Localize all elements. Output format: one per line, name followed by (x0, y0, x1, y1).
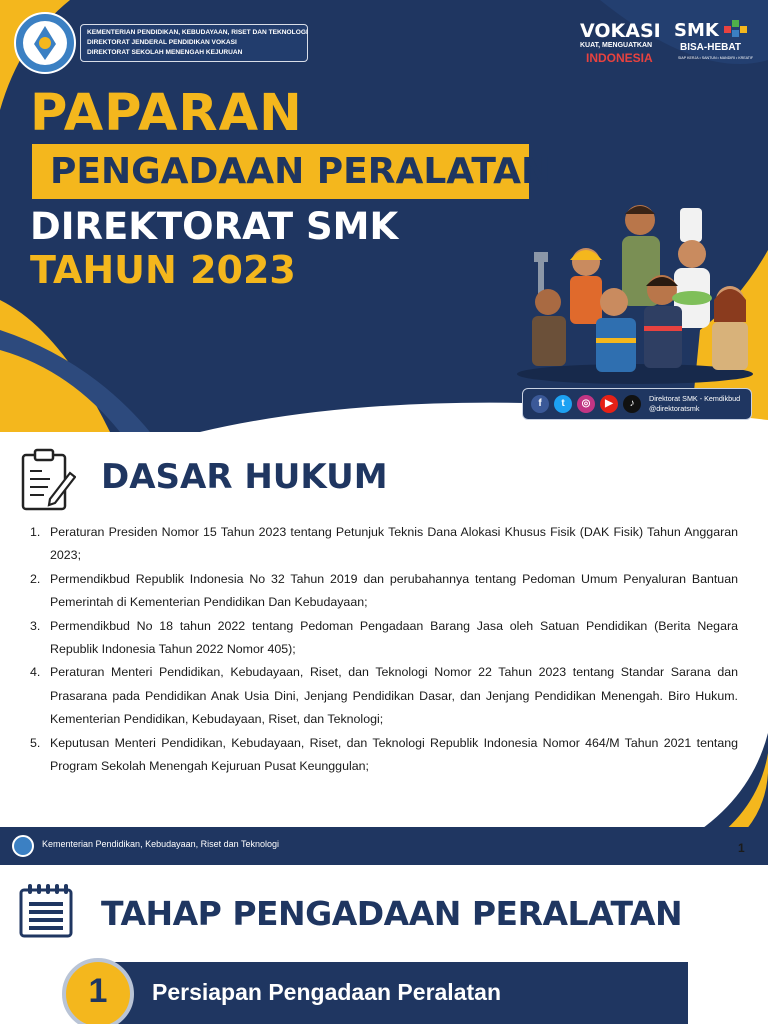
directorate-general-name: DIREKTORAT JENDERAL PENDIDIKAN VOKASI (87, 39, 237, 46)
legal-basis-slide (0, 433, 768, 865)
procurement-stages-slide (0, 866, 768, 1024)
social-account-handle: @direktoratsmk (649, 404, 700, 413)
vocational-students-illustration (512, 198, 758, 384)
list-item: 5. Keputusan Menteri Pendidikan, Kebudayaan, Riset, dan Teknologi Republik Indonesia Nomor 464/M Tahun 2021 tentang Program Sekolah Menengah Kejuruan Pusat Keunggulan; (30, 735, 738, 774)
checklist-notepad-icon (18, 882, 74, 940)
step-label: Persiapan Pengadaan Peralatan (152, 979, 501, 1005)
cover-slide (0, 0, 768, 432)
title-paparan: PAPARAN (30, 84, 303, 143)
smk-logo-squares-icon (724, 18, 748, 40)
list-item: 4. Peraturan Menteri Pendidikan, Kebudayaan, Riset, dan Teknologi Nomor 22 Tahun 2023 tentang Standar Sarana dan Prasarana pada Pendidikan Anak Usia Dini, Jenjang Pendidikan Dasar, dan Jenjang Pendidikan Menengah. Biro Hukum. Kementerian Pendidikan, Kebudayaan, Riset, dan Teknologi; (30, 665, 738, 727)
kemdikbud-logo (14, 12, 76, 74)
section-heading: DASAR HUKUM (101, 457, 388, 497)
instagram-icon[interactable]: ◎ (577, 395, 595, 413)
facebook-icon[interactable]: f (531, 395, 549, 413)
social-account-name: Direktorat SMK - Kemdikbud (649, 394, 741, 403)
youtube-icon[interactable]: ▶ (600, 395, 618, 413)
step-banner (90, 962, 688, 1024)
list-item: 3. Permendikbud No 18 tahun 2022 tentang Pedoman Pengadaan Barang Jasa oleh Satuan Pendidikan (Berita Negara Republik Indonesia Tahun 2022 Nomor 405); (30, 618, 738, 657)
ministry-header (80, 24, 308, 62)
title-pengadaan-peralatan: PENGADAAN PERALATAN (50, 151, 552, 192)
legal-basis-list (28, 521, 738, 778)
page-number: 1 (738, 841, 745, 855)
list-item: 1. Peraturan Presiden Nomor 15 Tahun 2023 tentang Petunjuk Teknis Dana Alokasi Khusus Fisik (DAK Fisik) Tahun Anggaran 2023; (30, 525, 738, 563)
list-item: 2. Permendikbud Republik Indonesia No 32 Tahun 2019 dan perubahannya tentang Pedoman Umum Penyaluran Bantuan Pemerintah di Kementerian Pendidikan Dan Kebudayaan; (30, 571, 738, 610)
ministry-name: KEMENTERIAN PENDIDIKAN, KEBUDAYAAN, RISET DAN TEKNOLOGI (87, 29, 308, 36)
social-media-bar (522, 388, 752, 420)
footer-ministry-name: Kementerian Pendidikan, Kebudayaan, Riset dan Teknologi (42, 839, 279, 849)
title-direktorat-smk: DIREKTORAT SMK (30, 205, 399, 248)
step-number-badge: 1 (62, 958, 134, 1024)
slide-footer (0, 827, 768, 865)
smk-bisa-hebat-logo: SMK BISA-HEBAT SIAP KERJA • SANTUN • MANDIRI • KREATIF (674, 20, 754, 60)
directorate-name: DIREKTORAT SEKOLAH MENENGAH KEJURUAN (87, 49, 243, 56)
section-heading: TAHAP PENGADAAN PERALATAN (101, 894, 683, 933)
clipboard-icon (20, 447, 76, 513)
tiktok-icon[interactable]: ♪ (623, 395, 641, 413)
kemdikbud-small-logo (12, 835, 34, 857)
twitter-icon[interactable]: t (554, 395, 572, 413)
title-tahun: TAHUN 2023 (30, 248, 296, 292)
vokasi-logo: VOKASI KUAT, MENGUATKAN INDONESIA (580, 20, 661, 65)
